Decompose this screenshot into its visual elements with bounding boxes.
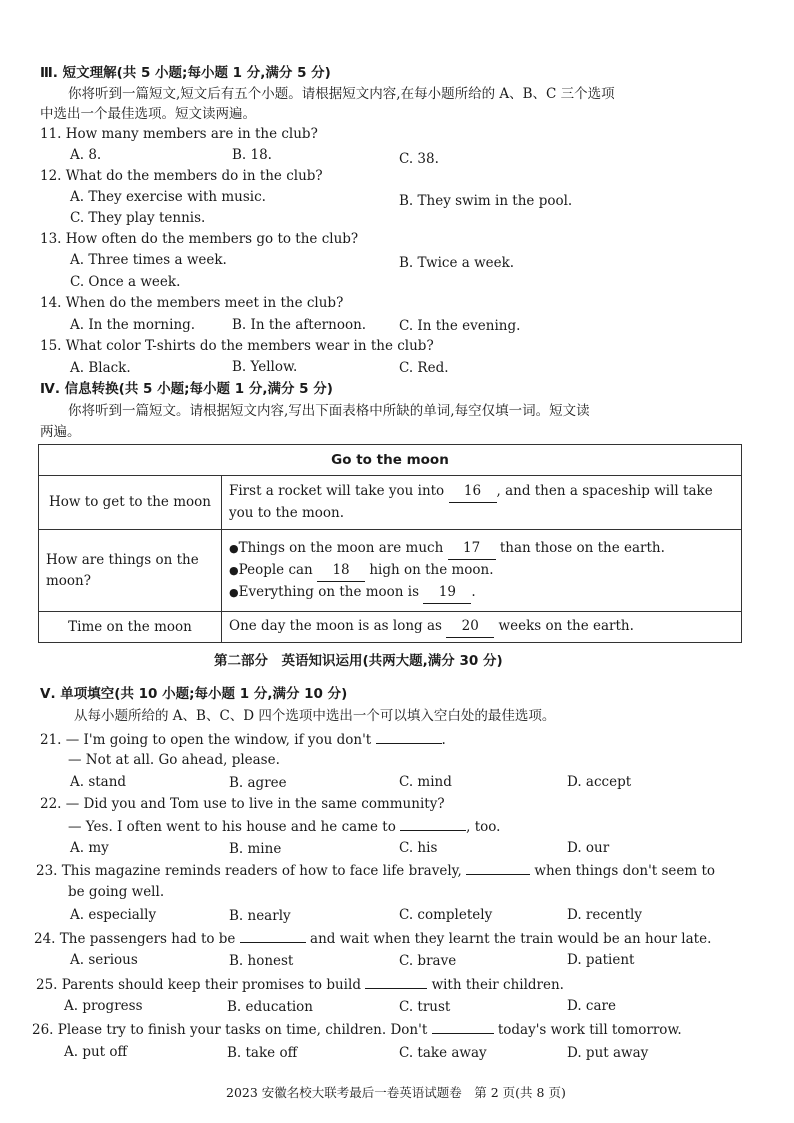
question-21-option-d: D. accept (567, 774, 632, 790)
question-23-option-c: C. completely (399, 907, 493, 923)
question-12-option-b: B. They swim in the pool. (399, 193, 573, 209)
row3-text-b: weeks on the earth. (498, 618, 634, 634)
question-23-option-b: B. nearly (229, 908, 291, 924)
blank-17: 17 (448, 538, 496, 560)
row1-text-a: First a rocket will take you into (229, 483, 445, 499)
bullet-icon: ● (229, 541, 239, 555)
question-11-stem: 11. How many members are in the club? (40, 126, 318, 142)
question-21-text-b: . (441, 732, 446, 748)
question-26-option-b: B. take off (227, 1045, 298, 1061)
question-25-line1 (36, 974, 564, 995)
section3-intro-line2: 中选出一个最佳选项。短文读两遍。 (40, 106, 256, 122)
question-21-option-b: B. agree (229, 775, 287, 791)
question-12-option-a: A. They exercise with music. (70, 189, 266, 205)
question-11-option-b: B. 18. (232, 147, 272, 163)
question-24-option-d: D. patient (567, 952, 635, 968)
bullet-icon: ● (229, 563, 239, 577)
question-23-option-d: D. recently (567, 907, 642, 923)
question-25-option-d: D. care (567, 998, 616, 1014)
question-22-line2 (68, 816, 500, 837)
bullet2-text-b: high on the moon. (369, 561, 494, 578)
question-22-line1: 22. — Did you and Tom use to live in the same community? (40, 796, 445, 812)
question-14-option-c: C. In the evening. (399, 318, 521, 334)
question-15-option-a: A. Black. (70, 360, 131, 376)
question-21-option-c: C. mind (399, 774, 452, 790)
question-26-text-a: 26. Please try to finish your tasks on time, children. Don't (32, 1022, 428, 1038)
blank-19: 19 (423, 582, 471, 604)
question-13-stem: 13. How often do the members go to the club? (40, 231, 359, 247)
question-25-option-a: A. progress (64, 998, 143, 1014)
bullet-icon: ● (229, 585, 239, 599)
row2-label (39, 530, 222, 612)
info-table (38, 444, 742, 643)
question-25-option-c: C. trust (399, 999, 451, 1015)
question-26-option-d: D. put away (567, 1045, 649, 1061)
question-21-line1 (40, 729, 446, 750)
bullet3-text-a: Everything on the moon is (238, 583, 420, 600)
bullet3-text-b: . (471, 583, 476, 600)
row2-content (222, 530, 742, 612)
question-12-option-c: C. They play tennis. (70, 210, 206, 226)
row1-label: How to get to the moon (39, 476, 222, 530)
blank-16: 16 (449, 481, 497, 503)
question-26-blank (432, 1019, 494, 1034)
question-22-text-b: , too. (466, 819, 501, 835)
question-23-text-b: when things don't seem to (534, 863, 716, 879)
question-21-text-a: 21. — I'm going to open the window, if you don't (40, 732, 372, 748)
question-21-line2: — Not at all. Go ahead, please. (68, 752, 280, 768)
question-24-option-a: A. serious (70, 952, 138, 968)
blank-20: 20 (446, 616, 494, 638)
question-15-stem: 15. What color T-shirts do the members wear in the club? (40, 338, 434, 354)
question-24-text-b: and wait when they learnt the train would be an hour late. (310, 931, 712, 947)
question-23-text-a: 23. This magazine reminds readers of how to face life bravely, (36, 863, 462, 879)
question-24-option-c: C. brave (399, 953, 457, 969)
part2-title: 第二部分 英语知识运用(共两大题,满分 30 分) (214, 653, 503, 669)
question-13-option-c: C. Once a week. (70, 274, 181, 290)
section3-title: Ⅲ. 短文理解(共 5 小题;每小题 1 分,满分 5 分) (40, 65, 331, 81)
row3-content (222, 612, 742, 643)
bullet2-text-a: People can (238, 561, 313, 578)
question-22-option-c: C. his (399, 840, 438, 856)
question-24-option-b: B. honest (229, 953, 294, 969)
question-15-option-c: C. Red. (399, 360, 449, 376)
question-25-text-b: with their children. (431, 977, 564, 993)
section3-intro-line1: 你将听到一篇短文,短文后有五个小题。请根据短文内容,在每小题所给的 A、B、C 三个选项 (68, 86, 615, 102)
section4-title: Ⅳ. 信息转换(共 5 小题;每小题 1 分,满分 5 分) (40, 381, 333, 397)
row1-content (222, 476, 742, 530)
question-13-option-b: B. Twice a week. (399, 255, 515, 271)
question-23-line1 (36, 860, 715, 881)
row1-text-b: , and then a spaceship will take (496, 483, 713, 499)
row3-text-a: One day the moon is as long as (229, 618, 442, 634)
question-25-option-b: B. education (227, 999, 314, 1015)
question-21-option-a: A. stand (70, 774, 127, 790)
question-11-option-c: C. 38. (399, 151, 439, 167)
row2-label-line2: moon? (46, 572, 91, 589)
question-24-line1 (34, 928, 711, 949)
question-22-blank (400, 816, 466, 831)
section4-intro-line2: 两遍。 (40, 424, 81, 440)
question-23-option-a: A. especially (70, 907, 157, 923)
question-23-line2: be going well. (68, 884, 165, 900)
question-23-blank (466, 860, 530, 875)
question-26-option-c: C. take away (399, 1045, 487, 1061)
question-25-blank (365, 974, 427, 989)
question-24-text-a: 24. The passengers had to be (34, 931, 236, 947)
question-25-text-a: 25. Parents should keep their promises to build (36, 977, 361, 993)
bullet1-text-a: Things on the moon are much (238, 539, 444, 556)
page-footer: 2023 安徽名校大联考最后一卷英语试题卷 第 2 页(共 8 页) (226, 1085, 566, 1100)
question-11-option-a: A. 8. (70, 147, 102, 163)
question-14-option-b: B. In the afternoon. (232, 317, 367, 333)
question-22-option-b: B. mine (229, 841, 282, 857)
blank-18: 18 (317, 560, 365, 582)
info-table-heading: Go to the moon (39, 445, 742, 476)
row3-label: Time on the moon (39, 612, 222, 643)
section4-intro-line1: 你将听到一篇短文。请根据短文内容,写出下面表格中所缺的单词,每空仅填一词。短文读 (68, 403, 590, 419)
row2-label-line1: How are things on the (46, 551, 199, 568)
question-14-stem: 14. When do the members meet in the club? (40, 295, 344, 311)
question-26-option-a: A. put off (64, 1044, 128, 1060)
question-22-text-a: — Yes. I often went to his house and he came to (68, 819, 396, 835)
question-22-option-d: D. our (567, 840, 610, 856)
question-12-stem: 12. What do the members do in the club? (40, 168, 323, 184)
question-15-option-b: B. Yellow. (232, 359, 298, 375)
row1-text-c: you to the moon. (229, 505, 345, 521)
question-22-option-a: A. my (70, 840, 109, 856)
question-24-blank (240, 928, 306, 943)
section5-intro: 从每小题所给的 A、B、C、D 四个选项中选出一个可以填入空白处的最佳选项。 (74, 708, 556, 724)
question-21-blank (376, 729, 442, 744)
question-14-option-a: A. In the morning. (70, 317, 196, 333)
question-26-text-b: today's work till tomorrow. (497, 1022, 682, 1038)
bullet1-text-b: than those on the earth. (499, 539, 665, 556)
section5-title: Ⅴ. 单项填空(共 10 小题;每小题 1 分,满分 10 分) (40, 686, 348, 702)
question-26-line1 (32, 1019, 682, 1040)
question-13-option-a: A. Three times a week. (70, 252, 227, 268)
